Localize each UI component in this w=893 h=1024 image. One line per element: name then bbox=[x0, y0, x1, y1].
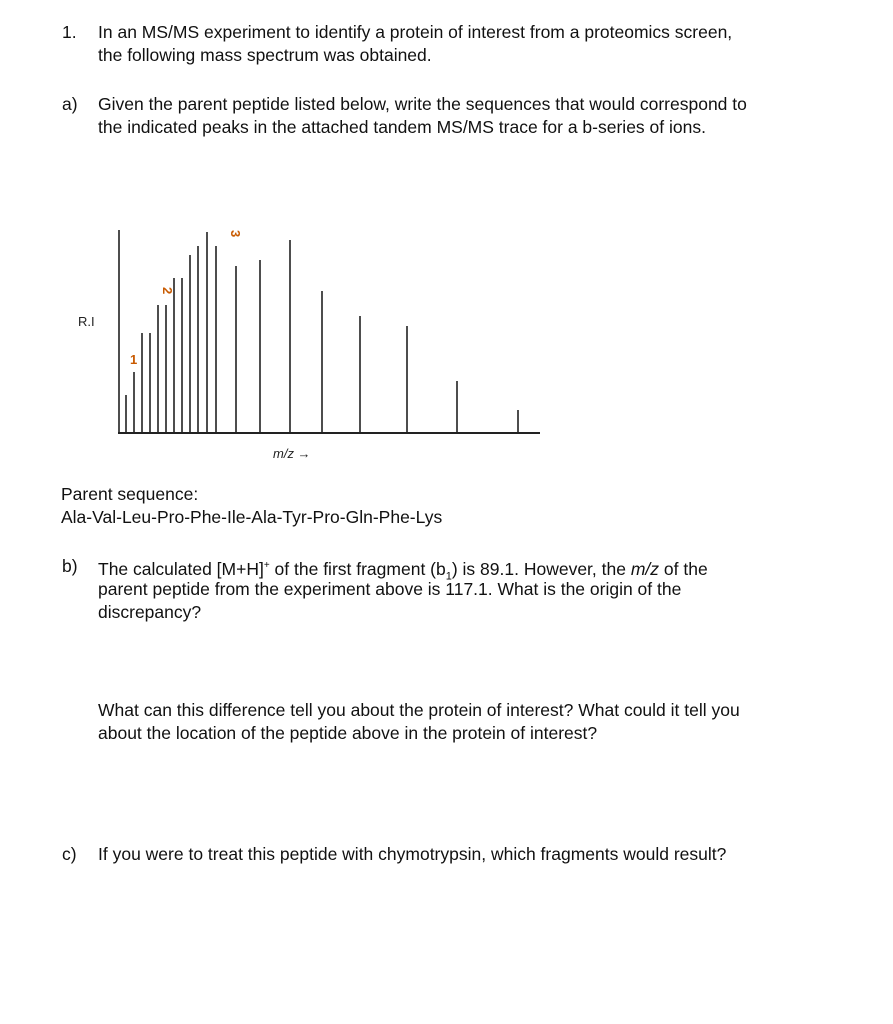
parent-sequence-label: Parent sequence: bbox=[61, 484, 199, 504]
part-b-text: of the first fragment (b bbox=[269, 558, 446, 579]
part-b-line-3: discrepancy? bbox=[98, 602, 202, 622]
part-b-followup-line-2: about the location of the peptide above in the protein of interest? bbox=[98, 723, 598, 743]
part-a-line-2: the indicated peaks in the attached tandem MS/MS trace for a b-series of ions. bbox=[98, 117, 706, 137]
y-axis-label: R.I bbox=[78, 314, 95, 329]
part-c-label: c) bbox=[62, 844, 77, 864]
part-b-line-2: parent peptide from the experiment above is 117.1. What is the origin of the bbox=[98, 579, 682, 599]
part-c-line-1: If you were to treat this peptide with chymotrypsin, which fragments would result? bbox=[98, 844, 727, 864]
part-a-label: a) bbox=[62, 94, 78, 114]
peaks bbox=[119, 230, 518, 433]
mass-spectrum-figure bbox=[60, 210, 560, 470]
peak-label-3: 3 bbox=[228, 230, 243, 238]
part-b-text: The calculated [M+H] bbox=[98, 558, 264, 579]
superscript-plus: + bbox=[263, 560, 270, 571]
mz-italic: m/z bbox=[630, 558, 660, 579]
subscript-one: 1 bbox=[445, 570, 452, 583]
parent-sequence: Ala-Val-Leu-Pro-Phe-Ile-Ala-Tyr-Pro-Gln-Phe-Lys bbox=[61, 507, 443, 527]
part-b-followup-line-1: What can this difference tell you about the protein of interest? What could it tell you bbox=[98, 700, 740, 720]
x-axis-label: m/z → bbox=[273, 446, 311, 461]
question-number: 1. bbox=[62, 22, 77, 42]
part-b-label: b) bbox=[62, 556, 78, 576]
part-b-text: of the bbox=[659, 558, 708, 579]
part-b-text: ) is 89.1. However, the bbox=[451, 558, 631, 579]
question-1-line-2: the following mass spectrum was obtained. bbox=[98, 45, 432, 65]
peak-label-1: 1 bbox=[130, 352, 138, 367]
part-a-line-1: Given the parent peptide listed below, write the sequences that would correspond to bbox=[98, 94, 747, 114]
question-1-line-1: In an MS/MS experiment to identify a protein of interest from a proteomics screen, bbox=[98, 22, 733, 42]
peak-label-2: 2 bbox=[160, 287, 175, 295]
